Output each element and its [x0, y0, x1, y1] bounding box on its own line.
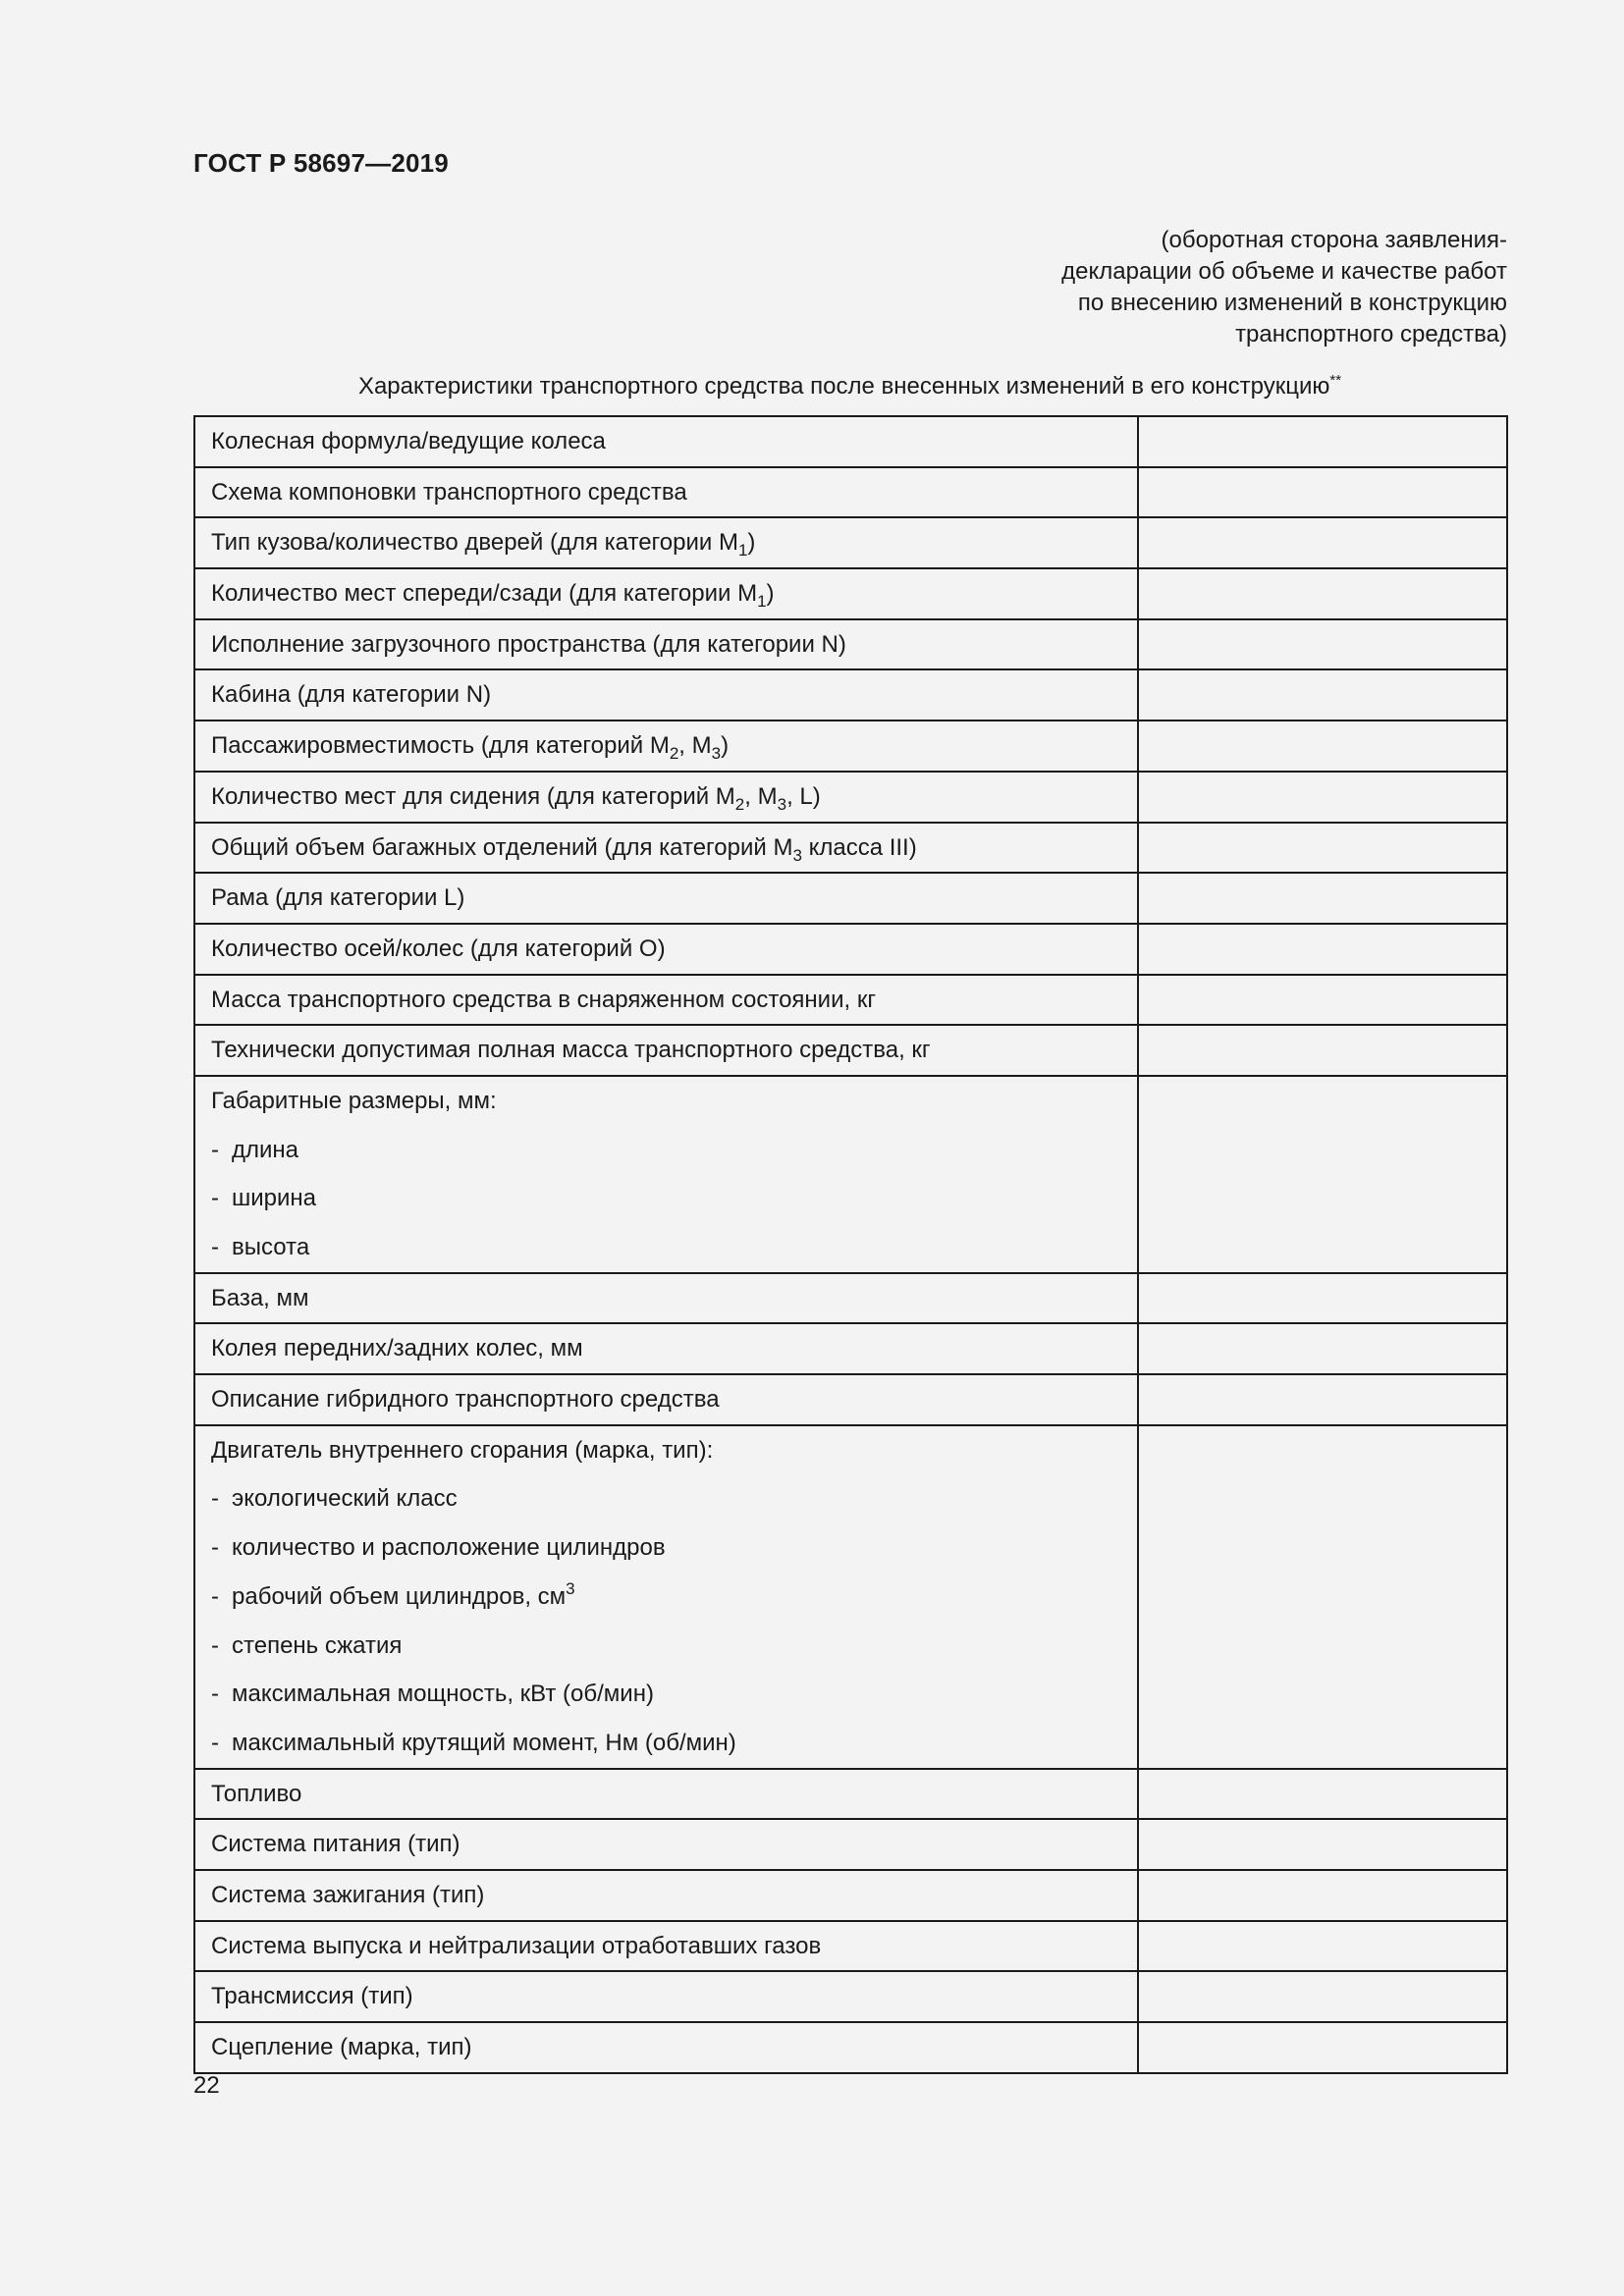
row-value-cell[interactable] — [1138, 416, 1507, 467]
row-value-cell[interactable] — [1138, 1971, 1507, 2022]
table-row — [194, 1769, 1507, 1820]
row-label: Габаритные размеры, мм: — [211, 1087, 497, 1114]
list-item: - ширина — [211, 1185, 317, 1212]
row-label-cell — [194, 1425, 1138, 1769]
table-row — [194, 1076, 1507, 1273]
table-row — [194, 1273, 1507, 1324]
row-value-cell[interactable] — [1138, 721, 1507, 772]
table-row — [194, 467, 1507, 518]
table-row — [194, 1025, 1507, 1076]
row-label-cell — [194, 619, 1138, 670]
row-value-cell[interactable] — [1138, 1025, 1507, 1076]
table-caption-text: Характеристики транспортного средства после внесенных изменений в его конструкцию — [357, 373, 1330, 400]
list-item: - степень сжатия — [211, 1631, 403, 1659]
note-line: транспортного средства) — [1235, 321, 1507, 347]
document-code: ГОСТ Р 58697—2019 — [193, 148, 449, 178]
row-label: Топливо — [211, 1780, 302, 1807]
row-label: Пассажировместимость (для категорий $M_2$, $M_3$) — [211, 732, 730, 764]
row-label: Система зажигания (тип) — [211, 1881, 485, 1908]
row-label-cell — [194, 2022, 1138, 2073]
row-value-cell[interactable] — [1138, 1374, 1507, 1425]
row-label-cell — [194, 1870, 1138, 1921]
table-row — [194, 924, 1507, 975]
row-label: Кабина (для категории N) — [211, 681, 492, 709]
list-item: - максимальный крутящий момент, Нм (об/мин) — [211, 1729, 736, 1756]
row-label-cell — [194, 1769, 1138, 1820]
row-label: Исполнение загрузочного пространства (для категории N) — [211, 630, 846, 658]
row-label-cell — [194, 1971, 1138, 2022]
row-label-cell — [194, 1025, 1138, 1076]
table-caption — [193, 371, 1506, 402]
row-label-cell — [194, 416, 1138, 467]
table-row — [194, 2022, 1507, 2073]
table-row — [194, 1921, 1507, 1972]
table-row — [194, 873, 1507, 924]
list-item: - длина — [211, 1136, 299, 1163]
row-label: Схема компоновки транспортного средства — [211, 478, 687, 506]
row-value-cell[interactable] — [1138, 823, 1507, 874]
row-label: Колея передних/задних колес, мм — [211, 1335, 583, 1362]
row-value-cell[interactable] — [1138, 1921, 1507, 1972]
row-label: Сцепление (марка, тип) — [211, 2034, 472, 2060]
table-row — [194, 517, 1507, 568]
row-label: Технически допустимая полная масса транспортного средства, кг — [211, 1037, 931, 1064]
row-label: Система питания (тип) — [211, 1831, 460, 1858]
list-item: - максимальная мощность, кВт (об/мин) — [211, 1681, 654, 1708]
table-row — [194, 416, 1507, 467]
row-label-cell — [194, 669, 1138, 721]
note-line: по внесению изменений в конструкцию — [1077, 290, 1507, 316]
row-label-cell — [194, 873, 1138, 924]
row-label: Количество осей/колес (для категорий O) — [211, 934, 666, 962]
row-value-cell[interactable] — [1138, 975, 1507, 1026]
row-label: Система выпуска и нейтрализации отработавших газов — [211, 1932, 822, 1959]
table-row — [194, 721, 1507, 772]
table-row — [194, 823, 1507, 874]
row-label: Рама (для категории L) — [211, 884, 465, 912]
table-row — [194, 568, 1507, 619]
table-row — [194, 1323, 1507, 1374]
table-row — [194, 1870, 1507, 1921]
table-row — [194, 669, 1507, 721]
row-value-cell[interactable] — [1138, 568, 1507, 619]
table-row — [194, 1971, 1507, 2022]
table-row — [194, 975, 1507, 1026]
footnote-mark: ** — [1329, 372, 1342, 389]
row-label-cell — [194, 924, 1138, 975]
row-label-cell — [194, 975, 1138, 1026]
row-value-cell[interactable] — [1138, 1273, 1507, 1324]
row-label: Двигатель внутреннего сгорания (марка, тип): — [211, 1436, 714, 1464]
row-label-cell — [194, 772, 1138, 823]
row-value-cell[interactable] — [1138, 1819, 1507, 1870]
list-item: - высота — [211, 1234, 310, 1260]
characteristics-table — [193, 415, 1508, 2074]
row-label-cell — [194, 1273, 1138, 1324]
list-item: - рабочий объем цилиндров, $см^3$ — [211, 1578, 575, 1610]
row-value-cell[interactable] — [1138, 1870, 1507, 1921]
row-value-cell[interactable] — [1138, 2022, 1507, 2073]
row-value-cell[interactable] — [1138, 619, 1507, 670]
table-row — [194, 619, 1507, 670]
row-label-cell — [194, 568, 1138, 619]
row-label-cell — [194, 721, 1138, 772]
row-label-cell — [194, 823, 1138, 874]
row-value-cell[interactable] — [1138, 1323, 1507, 1374]
row-label: Масса транспортного средства в снаряженном состоянии, кг — [211, 986, 877, 1013]
row-label-cell — [194, 1819, 1138, 1870]
table-row — [194, 772, 1507, 823]
row-value-cell[interactable] — [1138, 772, 1507, 823]
row-value-cell[interactable] — [1138, 1769, 1507, 1820]
table-row — [194, 1425, 1507, 1769]
row-label-cell — [194, 467, 1138, 518]
row-value-cell[interactable] — [1138, 1425, 1507, 1769]
list-item: - экологический класс — [211, 1485, 458, 1513]
row-label: База, мм — [211, 1284, 309, 1311]
row-label: Общий объем багажных отделений (для категорий $M_3$ класса III) — [211, 833, 917, 865]
row-label-cell — [194, 1323, 1138, 1374]
row-label: Количество мест для сидения (для категорий $M_2$, $M_3$, L) — [211, 782, 821, 814]
row-value-cell[interactable] — [1138, 873, 1507, 924]
row-label-cell — [194, 1921, 1138, 1972]
row-label: Тип кузова/количество дверей (для категории $M_1$) — [211, 529, 756, 561]
row-label: Колесная формула/ведущие колеса — [211, 428, 606, 454]
row-label: Описание гибридного транспортного средства — [211, 1386, 720, 1414]
row-value-cell[interactable] — [1138, 669, 1507, 721]
page-number: 22 — [193, 2072, 220, 2099]
row-value-cell[interactable] — [1138, 517, 1507, 568]
table-row — [194, 1819, 1507, 1870]
note-line: декларации об объеме и качестве работ — [1061, 258, 1507, 285]
row-value-cell[interactable] — [1138, 924, 1507, 975]
row-value-cell[interactable] — [1138, 467, 1507, 518]
row-label-cell — [194, 517, 1138, 568]
note-line: (оборотная сторона заявления- — [1161, 227, 1507, 253]
row-label: Количество мест спереди/сзади (для категории $M_1$) — [211, 580, 775, 612]
form-note — [820, 225, 1507, 350]
row-label-cell — [194, 1076, 1138, 1273]
list-item: - количество и расположение цилиндров — [211, 1534, 666, 1562]
row-label: Трансмиссия (тип) — [211, 1983, 413, 2010]
row-value-cell[interactable] — [1138, 1076, 1507, 1273]
row-label-cell — [194, 1374, 1138, 1425]
table-row — [194, 1374, 1507, 1425]
